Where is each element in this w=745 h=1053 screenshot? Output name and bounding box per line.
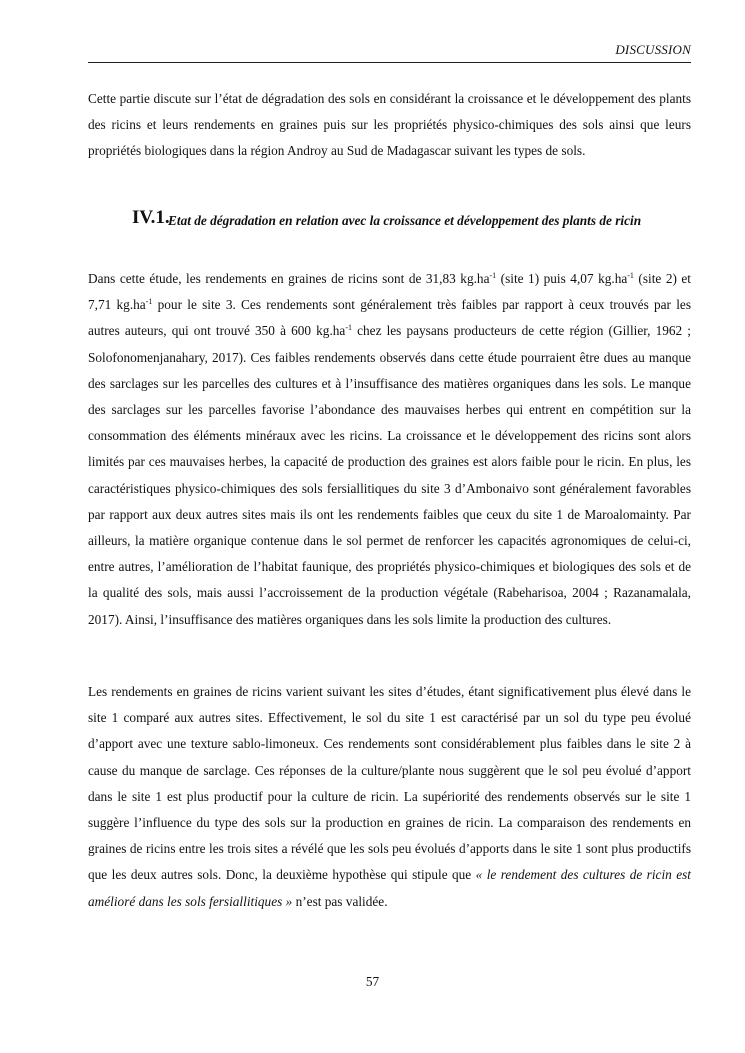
page-number: 57	[365, 974, 380, 989]
section-title: Etat de dégradation en relation avec la croissance et développement des plants de ricin	[168, 213, 642, 228]
section-heading	[132, 207, 692, 229]
body2-quote: « le rendement des cultures de ricin est amélioré dans les sols fersiallitiques »	[88, 867, 691, 909]
header-rule	[88, 62, 691, 63]
body1-superscript-4: -1	[345, 323, 352, 333]
body1-text-1: Dans cette étude, les rendements en graines de ricins sont de 31,83 kg.ha	[88, 271, 490, 286]
running-header: DISCUSSION	[615, 42, 691, 57]
body1-superscript-3: -1	[145, 297, 153, 307]
body-paragraph-2	[88, 679, 691, 915]
body1-superscript-1: -1	[489, 271, 497, 280]
body1-superscript-2: -1	[627, 271, 634, 280]
body-paragraph-1	[88, 266, 691, 633]
intro-paragraph: Cette partie discute sur l’état de dégradation des sols en considérant la croissance et le développement des plants des ricins et leurs rendements en graines puis sur les propriétés physico-chimiques des sols ainsi que leurs propriétés biologiques dans la région Androy au Sud de Madagascar suivant les types de sols.	[88, 91, 691, 159]
body1-text-3: (site 2) et 7,71 kg.ha	[88, 271, 691, 313]
body1-text-2: (site 1) puis 4,07 kg.ha	[496, 271, 628, 286]
body2-end: n’est pas validée.	[292, 893, 388, 909]
section-number: IV.1.	[132, 207, 170, 228]
body1-text-5: chez les paysans producteurs de cette région (Gillier, 1962 ; Solofonomenjanahary, 2017). Ces faibles rendements observés dans cette étude pourraient être dues au manque des sarclages sur les parcelles des cultures et à l’insuffisance des matières organiques dans les sols. Le manque des sarclages sur les parcelles favorise l’abondance des mauvaises herbes qui entrent en compétition sur la consommation des éléments minéraux avec les ricins. La croissance et le développement des ricins sont alors limités par ces mauvaises herbes, la capacité de production des graines est alors faible pour le ricin. En plus, les caractéristiques physico-chimiques des sols fersiallitiques du site 3 d’Ambonaivo sont généralement favorables par rapport aux deux autres sites mais ils ont les rendements faibles que ceux du site 1 de Maroalomainty. Par ailleurs, la matière organique contenue dans le sol permet de renforcer les capacités agronomiques de celui-ci, entre autres, l’amélioration de l’habitat faunique, des propriétés physico-chimiques et biologiques des sols et de la qualité des sols, mais aussi l’accroissement de la production végétale (Rabeharisoa, 2004 ; Razanamalala, 2017). Ainsi, l’insuffisance des matières organiques dans les sols limite la production des cultures.	[88, 323, 691, 627]
body1-text-4: pour le site 3. Ces rendements sont généralement très faibles par rapport à ceux trouvés par les autres auteurs, qui ont trouvé 350 à 600 kg.ha	[88, 297, 691, 339]
body2-text: Les rendements en graines de ricins varient suivant les sites d’études, étant significativement plus élevé dans le site 1 comparé aux autres sites. Effectivement, le sol du site 1 est caractérisé par un sol du type peu évolué d’apport avec une texture sablo-limoneux. Ces rendements sont considérablement plus faibles dans le site 2 à cause du manque de sarclage. Ces réponses de la culture/plante nous suggèrent que le sol peu évolué d’apport dans le site 1 est plus productif pour la culture de ricin. La supériorité des rendements observés sur le site 1 suggère l’influence du type des sols sur la production en graines de ricin. La comparaison des rendements en graines de ricins entre les trois sites a révélé que les sols peu évolués d’apports dans le site 1 sont plus productifs que les deux autres sols. Donc, la deuxième hypothèse qui stipule que	[88, 684, 691, 883]
